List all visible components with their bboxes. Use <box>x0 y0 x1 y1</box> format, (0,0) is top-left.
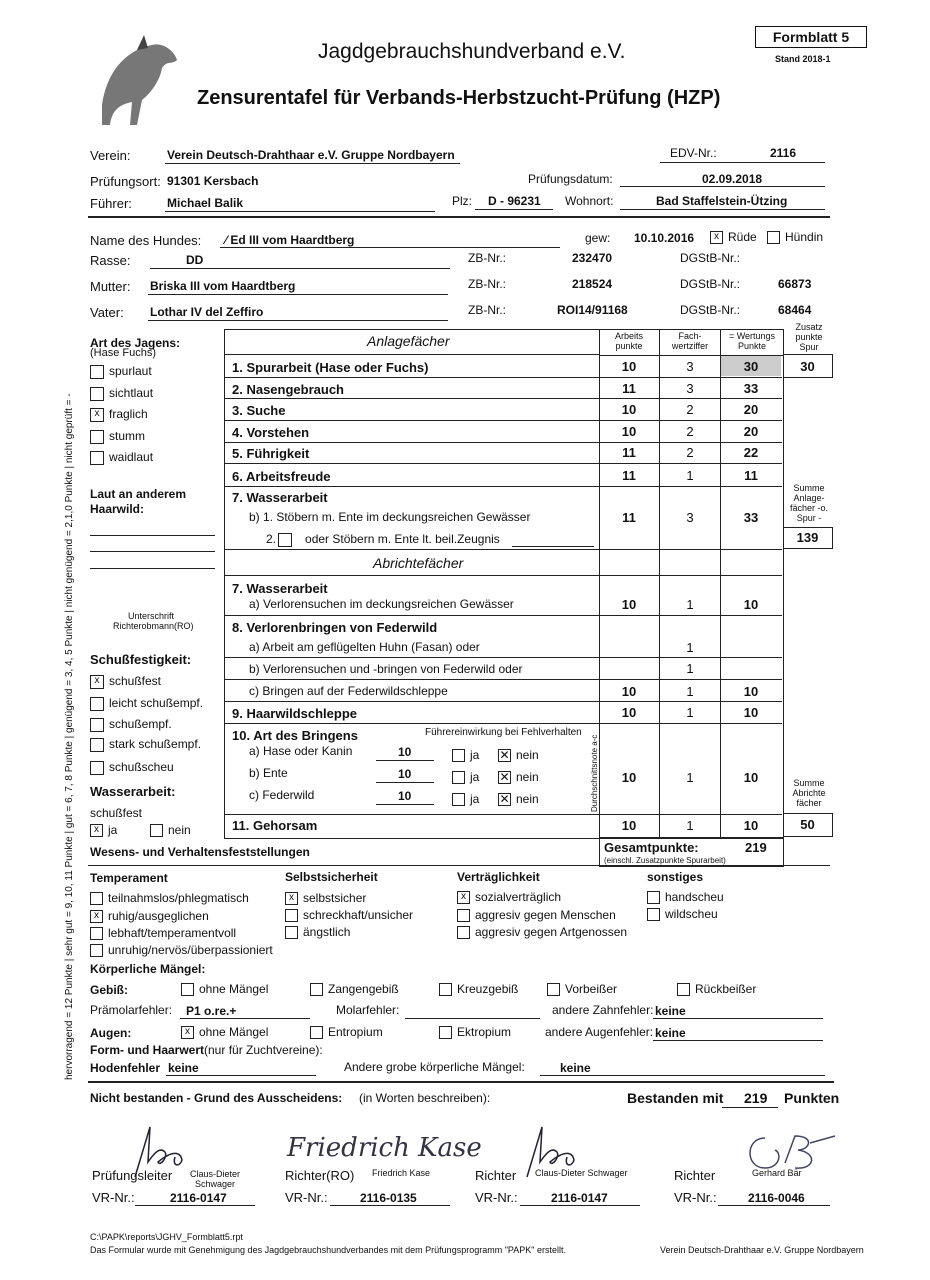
abricht-header: Abrichtefächer <box>373 555 464 571</box>
augen-label: Augen: <box>90 1026 132 1040</box>
wasser7-fach: 3 <box>686 510 694 525</box>
augen-0[interactable] <box>181 1025 268 1039</box>
f8-b-text: b) Verlorensuchen und -bringen von Federwild oder <box>249 662 523 676</box>
jagd-stumm[interactable] <box>90 429 145 444</box>
row-6-label: 6. Arbeitsfreude <box>232 469 331 484</box>
schuss-empf[interactable] <box>90 717 172 732</box>
huendin-check[interactable] <box>767 230 823 244</box>
footer-path: C:\PAPK\reports\JGHV_Formblatt5.rpt <box>90 1232 243 1242</box>
temp-1[interactable] <box>90 909 209 923</box>
gebiss-2-label: Kreuzgebiß <box>457 982 519 996</box>
andere-augen-value: keine <box>655 1026 686 1040</box>
andere-zahn-label: andere Zahnfehler: <box>552 1003 654 1017</box>
f9-wert: 10 <box>743 705 759 720</box>
schuss-fest-label: schußfest <box>109 674 162 688</box>
f10-b-nein-label: nein <box>516 770 539 784</box>
wohnort-label: Wohnort: <box>565 194 614 208</box>
mutter-zb-label: ZB-Nr.: <box>468 277 506 291</box>
jagd-sichtlaut[interactable] <box>90 386 153 401</box>
ruede-check[interactable] <box>710 230 757 244</box>
sonstiges-title: sonstiges <box>647 870 704 884</box>
selbst-2[interactable] <box>285 925 350 939</box>
wesen-title: Wesens- und Verhaltensfeststellungen <box>90 845 310 859</box>
vater-zb-label: ZB-Nr.: <box>468 303 506 317</box>
judge-2-role: Richter(RO) <box>285 1168 355 1183</box>
vertrag-title: Verträglichkeit <box>457 870 540 884</box>
laut-title2: Haarwild: <box>90 502 145 516</box>
page-title: Zensurentafel für Verbands-Herbstzucht-Prüfung (HZP) <box>197 87 721 109</box>
judge-4-role: Richter <box>674 1168 716 1183</box>
judge-4-name: Gerhard Bär <box>752 1168 802 1178</box>
temp-2-label: lebhaft/temperamentvoll <box>108 926 237 940</box>
f8-a-fach: 1 <box>686 640 694 655</box>
selbst-1-label: schreckhaft/unsicher <box>303 908 414 922</box>
sonst-0[interactable] <box>647 890 724 904</box>
judge-2-name: Friedrich Kase <box>372 1168 431 1178</box>
plz-value: D - 96231 <box>488 194 541 208</box>
row-4-label: 4. Vorstehen <box>232 425 310 440</box>
f10-b-nein[interactable]: ✕ nein <box>499 770 539 785</box>
sonst-1-label: wildscheu <box>665 907 718 921</box>
row-1-wert: 30 <box>743 359 759 374</box>
jagd-fraglich-label: fraglich <box>109 407 148 421</box>
judge-1-vr-label: VR-Nr.: <box>92 1190 135 1205</box>
hoden-label: Hodenfehler <box>90 1061 161 1075</box>
summe-anlage-text: Summe Anlage- fächer -o. Spur - <box>789 483 829 523</box>
andere-zahn-value: keine <box>655 1004 686 1018</box>
jagd-waidlaut-label: waidlaut <box>109 450 154 464</box>
schuss-empf-label: schußempf. <box>109 717 172 731</box>
jagd-title: Art des Jagens: <box>90 336 181 350</box>
f8-c-text: c) Bringen auf der Federwildschleppe <box>249 684 448 698</box>
row-2-label: 2. Nasengebrauch <box>232 382 344 397</box>
dogname-label: Name des Hundes: <box>90 233 202 248</box>
col-arbeit <box>601 331 657 351</box>
gesamt-value: 219 <box>745 840 767 855</box>
schuss-stark[interactable] <box>90 737 201 752</box>
mutter-label: Mutter: <box>90 279 131 294</box>
f9-arbeit: 10 <box>621 705 637 720</box>
footer-note: Das Formular wurde mit Genehmigung des Jagdgebrauchshundverbandes mit dem Prüfungsprogramm "PAPK" erstellt. <box>90 1245 566 1255</box>
plz-label: Plz: <box>452 194 473 208</box>
selbst-title: Selbstsicherheit <box>285 870 378 884</box>
row-1-label: 1. Spurarbeit (Hase oder Fuchs) <box>232 360 429 375</box>
gebiss-0-label: ohne Mängel <box>199 982 269 996</box>
f10-b-value: 10 <box>398 767 412 781</box>
gebiss-1-label: Zangengebiß <box>328 982 399 996</box>
f8-a-text: a) Arbeit am geflügelten Huhn (Fasan) oder <box>249 640 480 654</box>
bestanden-punkte: Punkten <box>784 1090 840 1106</box>
f10-a-value: 10 <box>398 745 412 759</box>
summe-abr-value: 50 <box>800 817 815 832</box>
temp-0[interactable] <box>90 891 249 905</box>
vater-dgstb: 68464 <box>778 303 812 317</box>
jagd-sub: (Hase Fuchs) <box>90 347 157 359</box>
mutter-dgstb-label: DGStB-Nr.: <box>680 277 741 291</box>
f8-c-wert: 10 <box>743 684 759 699</box>
temp-1-label: ruhig/ausgeglichen <box>108 909 209 923</box>
gesamt-label: Gesamtpunkte: <box>604 840 699 855</box>
abr7-title: 7. Wasserarbeit <box>232 581 328 596</box>
vertrag-0[interactable] <box>457 890 561 904</box>
gebiss-4[interactable] <box>677 982 756 996</box>
vertrag-1-label: aggresiv gegen Menschen <box>475 908 616 922</box>
f10-c-value: 10 <box>398 789 412 803</box>
schuss-scheu[interactable] <box>90 760 174 775</box>
f8-c-arbeit: 10 <box>621 684 637 699</box>
abr7-a-text: a) Verlorensuchen im deckungsreichen Gewässer <box>249 597 514 611</box>
row-1-fach: 3 <box>686 359 694 374</box>
datum-value: 02.09.2018 <box>702 172 763 186</box>
mutter-dgstb: 66873 <box>778 277 812 291</box>
molar-label: Molarfehler: <box>336 1003 400 1017</box>
f10-wert: 10 <box>743 770 759 785</box>
row-2-arbeit: 11 <box>622 381 636 396</box>
andere-augen-label: andere Augenfehler: <box>545 1025 654 1039</box>
nicht-sub: (in Worten beschreiben): <box>359 1091 491 1105</box>
laut-title: Laut an anderem <box>90 487 187 501</box>
judge-1-name-text: Claus-Dieter Schwager <box>189 1169 240 1189</box>
row-4-wert: 20 <box>743 424 759 439</box>
gebiss-2[interactable] <box>439 982 518 996</box>
fuehrer-label: Führer: <box>90 196 132 211</box>
gew-label: gew: <box>585 231 611 245</box>
row-4-fach: 2 <box>686 424 694 439</box>
temp-0-label: teilnahmslos/phlegmatisch <box>108 891 249 905</box>
f10-arbeit: 10 <box>621 770 637 785</box>
sonst-1[interactable] <box>647 907 718 921</box>
gew-value: 10.10.2016 <box>634 231 695 245</box>
signature-2: Friedrich Kase <box>287 1133 482 1163</box>
rasse-value: DD <box>186 253 204 267</box>
f9-title: 9. Haarwildschleppe <box>232 706 357 721</box>
wasser-sub: schußfest <box>90 806 143 820</box>
gebiss-3-label: Vorbeißer <box>565 982 618 996</box>
f10-b-label: b) Ente <box>249 766 288 780</box>
judge-1-name <box>185 1169 245 1189</box>
col-fach-label: Fach- wertziffer <box>671 331 709 351</box>
col-arbeit-label: Arbeits punkte <box>614 331 643 351</box>
jagd-fraglich[interactable] <box>90 407 148 422</box>
wasser-title: Wasserarbeit: <box>90 784 176 799</box>
col-zusatz-label: Zusatz punkte Spur <box>795 322 823 352</box>
fuehrer-value: Michael Balik <box>167 196 244 210</box>
selbst-0-label: selbstsicher <box>303 891 367 905</box>
form-sub: (nur für Zuchtvereine): <box>204 1043 323 1057</box>
gesamt-sub: (einschl. Zusatzpunkte Spurarbeit) <box>604 856 726 865</box>
col-fach <box>661 331 719 351</box>
form-badge <box>755 26 867 48</box>
gebiss-0[interactable] <box>181 982 268 996</box>
f10-b-ja-label: ja <box>470 770 480 784</box>
zb-label: ZB-Nr.: <box>468 251 506 265</box>
summe-abr-text: Summe Abrichte fächer <box>792 778 826 808</box>
wasser7-b2 <box>266 532 500 547</box>
selbst-2-label: ängstlich <box>303 925 351 939</box>
dogname-text: Ed III vom Haardtberg <box>230 233 355 247</box>
org-title: Jagdgebrauchshundverband e.V. <box>318 40 626 63</box>
schuss-leicht[interactable] <box>90 696 203 711</box>
wasser7-arbeit: 11 <box>622 510 636 525</box>
hoden-value: keine <box>168 1061 199 1075</box>
logo <box>82 30 182 130</box>
dgstb-label: DGStB-Nr.: <box>680 251 741 265</box>
form-label <box>90 1043 323 1057</box>
edv-value: 2116 <box>770 146 797 160</box>
bestanden-value: 219 <box>744 1090 768 1106</box>
row-6-arbeit: 11 <box>622 468 636 483</box>
verein-label: Verein: <box>90 148 131 163</box>
judge-2-vr-label: VR-Nr.: <box>285 1190 328 1205</box>
row-3-fach: 2 <box>686 402 694 417</box>
vater-label: Vater: <box>90 305 124 320</box>
f10-c-label: c) Federwild <box>249 788 315 802</box>
wasser-ja-label: ja <box>108 823 118 837</box>
row-3-wert: 20 <box>743 402 759 417</box>
vater-zb: ROI14/91168 <box>557 303 628 317</box>
mutter-zb: 218524 <box>572 277 613 291</box>
f10-fach: 1 <box>686 770 694 785</box>
edv-label: EDV-Nr.: <box>670 146 717 160</box>
f10-a-nein[interactable]: ✕ nein <box>499 748 539 763</box>
row-5-arbeit: 11 <box>622 445 636 460</box>
augen-0-label: ohne Mängel <box>199 1025 269 1039</box>
praemolar-label: Prämolarfehler: <box>90 1003 173 1017</box>
col-zusatz <box>786 322 832 352</box>
f11-arbeit: 10 <box>621 818 637 833</box>
huendin-label: Hündin <box>785 230 824 244</box>
unterschrift-label: Unterschrift <box>128 611 175 621</box>
f10-a-nein-label: nein <box>516 748 539 762</box>
wasser7-b2-num: 2. <box>266 532 277 546</box>
f10-c-nein-label: nein <box>516 792 539 806</box>
jagd-stumm-label: stumm <box>109 429 145 443</box>
ort-value: 91301 Kersbach <box>167 174 259 188</box>
f11-title: 11. Gehorsam <box>232 818 318 833</box>
wasser7-wert: 33 <box>743 510 759 525</box>
mutter-value: Briska III vom Haardtberg <box>150 279 296 293</box>
f8-b-fach: 1 <box>686 661 694 676</box>
row-5-label: 5. Führigkeit <box>232 446 310 461</box>
verein-value: Verein Deutsch-Drahthaar e.V. Gruppe Nordbayern <box>167 148 455 162</box>
schuss-leicht-label: leicht schußempf. <box>109 696 204 710</box>
f10-c-ja-label: ja <box>470 792 480 806</box>
sonst-0-label: handscheu <box>665 890 724 904</box>
wasser7-title: 7. Wasserarbeit <box>232 490 328 505</box>
f10-c-nein[interactable]: ✕ nein <box>499 792 539 807</box>
judge-3-role: Richter <box>475 1168 517 1183</box>
f10-c-ja[interactable] <box>452 792 479 806</box>
gebiss-label: Gebiß: <box>90 983 128 997</box>
vertrag-2-label: aggresiv gegen Artgenossen <box>475 925 628 939</box>
wasser-ja[interactable] <box>90 823 117 837</box>
temperament-title: Temperament <box>90 871 168 885</box>
judge-3-vr-label: VR-Nr.: <box>475 1190 518 1205</box>
vertrag-2[interactable] <box>457 925 627 939</box>
form-badge-label: Formblatt 5 <box>772 29 850 45</box>
f10-title: 10. Art des Bringens <box>232 728 358 743</box>
row-3-arbeit: 10 <box>621 402 637 417</box>
augen-1-label: Entropium <box>328 1025 383 1039</box>
row-6-wert: 11 <box>744 468 758 483</box>
grobe-label: Andere grobe körperliche Mängel: <box>344 1060 525 1074</box>
vater-value: Lothar IV del Zeffiro <box>150 305 264 319</box>
f11-fach: 1 <box>686 818 694 833</box>
row-3-label: 3. Suche <box>232 403 286 418</box>
augen-2-label: Ektropium <box>457 1025 512 1039</box>
schuss-title: Schußfestigkeit: <box>90 652 192 667</box>
col-wert <box>722 331 782 351</box>
schuss-fest[interactable] <box>90 674 161 689</box>
f10-a-ja-label: ja <box>470 748 480 762</box>
schuss-stark-label: stark schußempf. <box>109 737 202 751</box>
nicht-label: Nicht bestanden - Grund des Ausscheidens: <box>90 1091 343 1105</box>
koerper-title: Körperliche Mängel: <box>90 962 206 976</box>
row-2-wert: 33 <box>743 381 759 396</box>
zb-value: 232470 <box>572 251 613 265</box>
row-6-fach: 1 <box>686 468 694 483</box>
row-2-fach: 3 <box>686 381 694 396</box>
row-5-wert: 22 <box>743 445 759 460</box>
wasser-nein[interactable] <box>150 823 191 837</box>
f11-wert: 10 <box>743 818 759 833</box>
ort-label: Prüfungsort: <box>90 174 161 189</box>
row-5-fach: 2 <box>686 445 694 460</box>
praemolar-value: P1 o.re.+ <box>186 1004 237 1018</box>
f8-c-fach: 1 <box>686 684 694 699</box>
judge-4-vr: 2116-0046 <box>748 1191 805 1205</box>
judge-3-name: Claus-Dieter Schwager <box>535 1168 628 1178</box>
summe-anlage-label <box>786 483 832 523</box>
wohnort-value: Bad Staffelstein-Ützing <box>656 194 788 208</box>
vertrag-1[interactable] <box>457 908 616 922</box>
abr7-wert: 10 <box>743 597 759 612</box>
judge-1-role: Prüfungsleiter <box>92 1168 173 1183</box>
rasse-label: Rasse: <box>90 253 131 268</box>
gebiss-1[interactable] <box>310 982 399 996</box>
selbst-1[interactable] <box>285 908 413 922</box>
vater-dgstb-label: DGStB-Nr.: <box>680 303 741 317</box>
f9-fach: 1 <box>686 705 694 720</box>
f8-title: 8. Verlorenbringen von Federwild <box>232 620 438 635</box>
temp-2[interactable] <box>90 926 236 940</box>
richter-ro-label: Richterobmann(RO) <box>113 621 194 631</box>
augen-2[interactable] <box>439 1025 511 1039</box>
row-1-arbeit: 10 <box>621 359 637 374</box>
summe-abr-label <box>786 778 832 808</box>
jagd-waidlaut[interactable] <box>90 450 153 465</box>
judge-4-vr-label: VR-Nr.: <box>674 1190 717 1205</box>
wasser7-b2-text: oder Stöbern m. Ente lt. beil.Zeugnis <box>305 532 500 546</box>
f10-durch: Durchschnittsnote a-c <box>590 734 599 812</box>
ruede-label: Rüde <box>728 230 757 244</box>
schuss-scheu-label: schußscheu <box>109 760 174 774</box>
row-1-zusatz: 30 <box>800 359 815 374</box>
wasser7-b: b) 1. Stöbern m. Ente im deckungsreichen Gewässer <box>249 510 531 524</box>
jagd-sichtlaut-label: sichtlaut <box>109 386 154 400</box>
datum-label: Prüfungsdatum: <box>528 172 613 186</box>
grobe-value: keine <box>560 1061 591 1075</box>
summe-anlage-value: 139 <box>796 530 819 545</box>
jagd-spurlaut-label: spurlaut <box>109 364 152 378</box>
row-4-arbeit: 10 <box>621 424 637 439</box>
grading-scale-note: hervorragend = 12 Punkte | sehr gut = 9, 10, 11 Punkte | gut = 6, 7, 8 Punkte | genügend = 3, 4, 5 Punkte | nicht genügend = 2,1,0 Punkte | nicht geprüft = - <box>64 393 75 1080</box>
f10-b-ja[interactable] <box>452 770 479 784</box>
form-stand: Stand 2018-1 <box>775 54 831 64</box>
gebiss-4-label: Rückbeißer <box>695 982 757 996</box>
judge-1-vr: 2116-0147 <box>170 1191 227 1205</box>
anlage-header: Anlagefächer <box>367 333 450 349</box>
footer-right: Verein Deutsch-Drahthaar e.V. Gruppe Nordbayern <box>660 1245 864 1255</box>
abr7-fach: 1 <box>686 597 694 612</box>
temp-3[interactable] <box>90 943 273 957</box>
f10-a-ja[interactable] <box>452 748 479 762</box>
col-wert-label: = Wertungs Punkte <box>728 331 776 351</box>
temp-3-label: unruhig/nervös/überpassioniert <box>108 943 273 957</box>
wasser-nein-label: nein <box>168 823 191 837</box>
selbst-0[interactable] <box>285 891 366 905</box>
gebiss-3[interactable] <box>547 982 617 996</box>
f10-fuehrer: Führereinwirkung bei Fehlverhalten <box>425 727 582 738</box>
bestanden-label: Bestanden mit <box>627 1090 724 1106</box>
judge-3-vr: 2116-0147 <box>551 1191 608 1205</box>
jagd-spurlaut[interactable] <box>90 364 152 379</box>
augen-1[interactable] <box>310 1025 383 1039</box>
vertrag-0-label: sozialverträglich <box>475 890 562 904</box>
abr7-arbeit: 10 <box>621 597 637 612</box>
judge-2-vr: 2116-0135 <box>360 1191 417 1205</box>
form-title: Form- und Haarwert <box>90 1043 205 1057</box>
f10-a-label: a) Hase oder Kanin <box>249 744 353 758</box>
dogname-value: ⁄ Ed III vom Haardtberg <box>225 233 355 247</box>
